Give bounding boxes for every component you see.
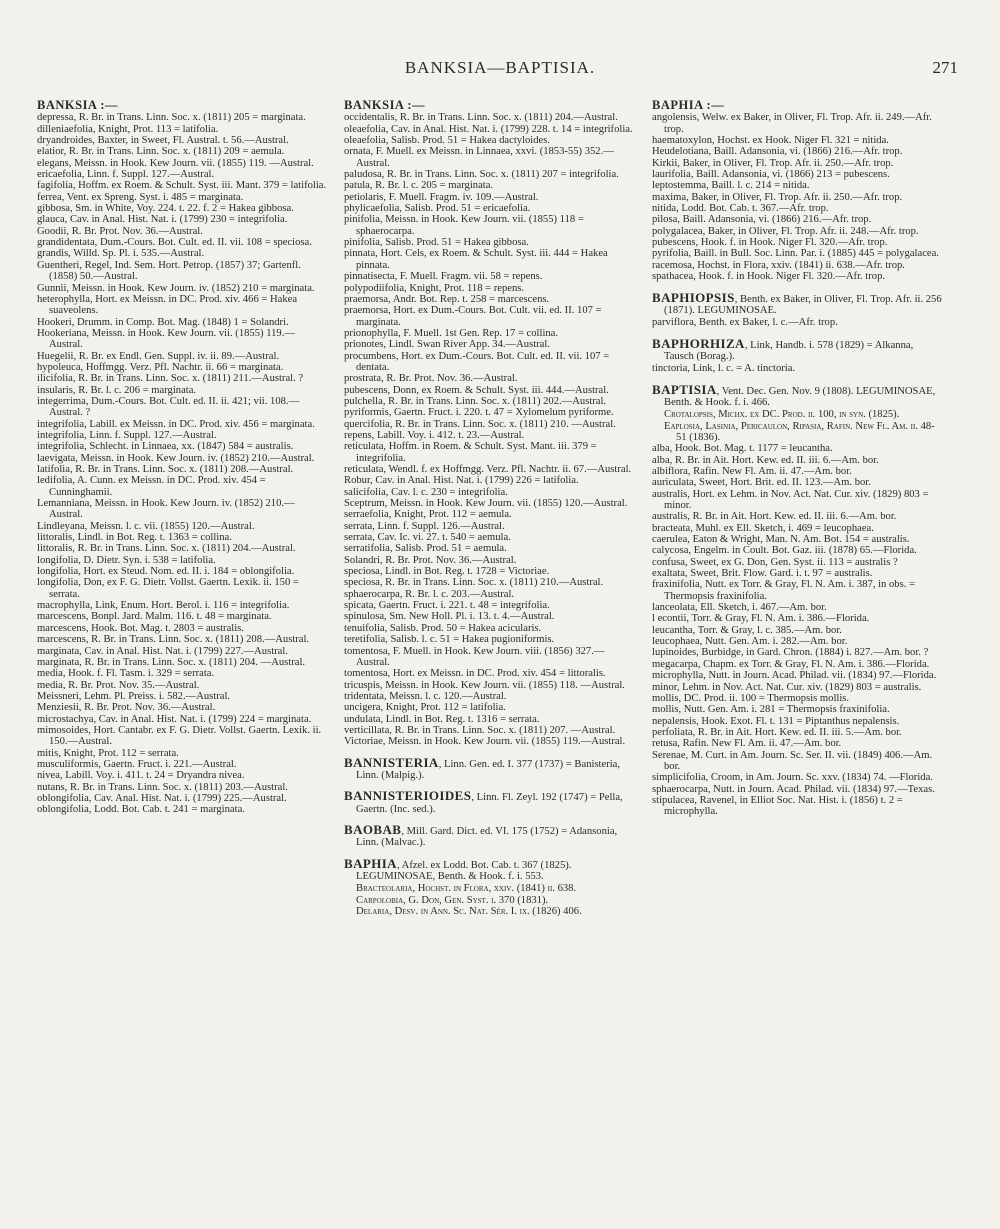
synonym-entry: Bracteolaria, Hochst. in Flora, xxiv. (1841) ii. 638.: [356, 883, 577, 895]
species-entry: longifolia, Don, ex F. G. Dietr. Vollst. Gaertn. Lexik. ii. 150 = serrata.: [37, 577, 299, 600]
species-entry: australis, Hort. ex Lehm. in Nov. Act. Nat. Cur. xiv. (1829) 803 = minor.: [652, 488, 929, 511]
species-entry: leptostemma, Baill. l. c. 214 = nitida.: [652, 180, 810, 192]
species-entry: littoralis, Lindl. in Bot. Reg. t. 1363 = collina.: [37, 532, 232, 544]
species-entry: lupinoides, Burbidge, in Gard. Chron. (1884) i. 827.—Am. bor. ?: [652, 647, 929, 659]
species-entry: Guentheri, Regel, Ind. Sem. Hort. Petrop. (1857) 37; Gartenfl. (1858) 50.—Austral.: [37, 259, 301, 283]
species-entry: integrifolia, Schlecht. in Linnaea, xx. (1847) 584 = australis.: [37, 441, 294, 453]
genus-entry: [652, 289, 942, 317]
species-entry: parviflora, Benth. ex Baker, l. c.—Afr. trop.: [652, 317, 838, 329]
species-entry: spicata, Gaertn. Fruct. i. 221. t. 48 = integrifolia.: [344, 600, 550, 612]
species-entry: pinifolia, Meissn. in Hook. Kew Journ. vii. (1855) 118 = sphaerocarpa.: [344, 214, 584, 237]
species-entry: calycosa, Engelm. in Coult. Bot. Gaz. iii. (1878) 65.—Florida.: [652, 545, 917, 557]
genus-name: BAPHIA: [344, 855, 397, 871]
genus-citation: , Benth. ex Baker, in Oliver, Fl. Trop. Afr. ii. 256 (1871). LEGUMINOSAE.: [664, 293, 942, 316]
column-heading: BANKSIA :—: [37, 98, 119, 112]
species-entry: australis, R. Br. in Ait. Hort. Kew. ed. II. iii. 6.—Am. bor.: [652, 511, 897, 523]
species-entry: repens, Labill. Voy. i. 412. t. 23.—Austral.: [344, 429, 525, 441]
species-entry: teretifolia, Salisb. l. c. 51 = Hakea pugioniformis.: [344, 634, 555, 646]
synonym-entry: Crotalopsis, Michx. ex DC. Prod. ii. 100, in syn. (1825).: [664, 409, 900, 421]
species-entry: patula, R. Br. l. c. 205 = marginata.: [344, 180, 494, 192]
species-entry: oblongifolia, Cav. Anal. Hist. Nat. i. (1799) 225.—Austral.: [37, 792, 287, 804]
genus-citation: , Linn. Fl. Zeyl. 192 (1747) = Pella, Gaertn. (Inc. sed.).: [356, 792, 623, 815]
species-entry: sphaerocarpa, R. Br. l. c. 203.—Austral.: [344, 588, 515, 600]
species-entry: auriculata, Sweet, Hort. Brit. ed. II. 123.—Am. bor.: [652, 477, 871, 489]
species-entry: tridentata, Meissn. l. c. 120.—Austral.: [344, 690, 507, 702]
species-entry: media, Hook. f. Fl. Tasm. i. 329 = serrata.: [37, 668, 215, 680]
species-entry: Gunnii, Meissn. in Hook. Kew Journ. iv. (1852) 210 = marginata.: [37, 282, 315, 294]
genus-entry: [344, 790, 634, 815]
species-entry: marcescens, Hook. Bot. Mag. t. 2803 = australis.: [37, 622, 244, 634]
species-entry: Heudelotiana, Baill. Adansonia, vi. (1866) 216.—Afr. trop.: [652, 146, 903, 158]
species-entry: prionotes, Lindl. Swan River App. 34.—Austral.: [344, 339, 550, 351]
running-title: BANKSIA—BAPTISIA.: [404, 58, 596, 77]
species-entry: oleaefolia, Salisb. Prod. 51 = Hakea dactyloides.: [344, 135, 551, 147]
species-entry: tinctoria, Link, l. c. = A. tinctoria.: [652, 363, 796, 375]
species-entry: pinifolia, Salisb. Prod. 51 = Hakea gibbosa.: [344, 237, 529, 249]
species-entry: mimosoides, Hort. Cantabr. ex F. G. Dietr. Vollst. Gaertn. Lexik. ii. 150.—Austral.: [37, 724, 322, 748]
column-heading: BAPHIA :—: [652, 98, 725, 112]
species-entry: hypoleuca, Hoffmgg. Verz. Pfl. Nachtr. ii. 66 = marginata.: [37, 361, 284, 373]
genus-entry: [344, 855, 634, 883]
species-entry: laurifolia, Baill. Adansonia, vi. (1866) 213 = pubescens.: [652, 169, 890, 181]
species-entry: leucantha, Torr. & Gray, l. c. 385.—Am. bor.: [652, 624, 842, 636]
species-entry: tricuspis, Meissn. in Hook. Kew Journ. vii. (1855) 118. —Austral.: [344, 679, 625, 691]
species-entry: ilicifolia, R. Br. in Trans. Linn. Soc. x. (1811) 211.—Austral. ?: [37, 373, 304, 385]
species-entry: prostrata, R. Br. Prot. Nov. 36.—Austral.: [344, 373, 518, 385]
species-entry: spinulosa, Sm. New Holl. Pl. i. 13. t. 4.—Austral.: [344, 611, 555, 623]
species-entry: phylicaefolia, Salisb. Prod. 51 = ericaefolia.: [344, 203, 531, 215]
species-entry: grandidentata, Dum.-Cours. Bot. Cult. ed. II. vii. 108 = speciosa.: [37, 237, 312, 249]
species-entry: pubescens, Hook. f. in Hook. Niger Fl. 320.—Afr. trop.: [652, 237, 888, 249]
species-entry: macrophylla, Link, Enum. Hort. Berol. i. 116 = integrifolia.: [37, 600, 290, 612]
genus-citation: , Link, Handb. i. 578 (1829) = Alkanna, Tausch (Borag.).: [664, 339, 914, 362]
page-number: 271: [932, 58, 958, 77]
species-entry: integerrima, Dum.-Cours. Bot. Cult. ed. II. ii. 421; vii. 108.—Austral. ?: [37, 395, 300, 419]
species-entry: undulata, Lindl. in Bot. Reg. t. 1316 = serrata.: [344, 713, 540, 725]
species-entry: longifolia, Hort. ex Steud. Nom. ed. II. i. 184 = oblongifolia.: [37, 566, 295, 578]
species-entry: Hookeriana, Meissn. in Hook. Kew Journ. vii. (1855) 119.—Austral.: [37, 327, 295, 351]
species-entry: Robur, Cav. in Anal. Hist. Nat. i. (1799) 226 = latifolia.: [344, 475, 579, 487]
species-entry: marcescens, Bonpl. Jard. Malm. 116. t. 48 = marginata.: [37, 611, 272, 623]
species-entry: microstachya, Cav. in Anal. Hist. Nat. i. (1799) 224 = marginata.: [37, 713, 312, 725]
species-entry: dilleniaefolia, Knight, Prot. 113 = latifolia.: [37, 123, 219, 135]
species-entry: Kirkii, Baker, in Oliver, Fl. Trop. Afr. ii. 250.—Afr. trop.: [652, 157, 894, 169]
species-entry: serraefolia, Knight, Prot. 112 = aemula.: [344, 509, 512, 521]
index-column-3: [652, 100, 942, 818]
species-entry: pulchella, R. Br. in Trans. Linn. Soc. x. (1811) 202.—Austral.: [344, 395, 607, 407]
species-entry: grandis, Willd. Sp. Pl. i. 535.—Austral.: [37, 248, 205, 260]
genus-entry: [344, 754, 634, 782]
species-entry: maxima, Baker, in Oliver, Fl. Trop. Afr. ii. 250.—Afr. trop.: [652, 191, 903, 203]
species-entry: nitida, Lodd. Bot. Cab. t. 367.—Afr. trop.: [652, 203, 829, 215]
column-heading: BANKSIA :—: [344, 98, 426, 112]
species-entry: ericaefolia, Linn. f. Suppl. 127.—Austral.: [37, 169, 215, 181]
species-entry: marginata, Cav. in Anal. Hist. Nat. i. (1799) 227.—Austral.: [37, 645, 288, 657]
synonym-entry: Delaria, Desv. in Ann. Sc. Nat. Sér. I. ix. (1826) 406.: [356, 906, 582, 918]
species-entry: uncigera, Knight, Prot. 112 = latifolia.: [344, 702, 506, 714]
species-entry: mollis, DC. Prod. ii. 100 = Thermopsis mollis.: [652, 692, 850, 704]
species-entry: speciosa, R. Br. in Trans. Linn. Soc. x. (1811) 210.—Austral.: [344, 577, 604, 589]
species-entry: Serenae, M. Curt. in Am. Journ. Sc. Ser. II. vii. (1849) 406.—Am. bor.: [652, 749, 933, 772]
species-entry: latifolia, R. Br. in Trans. Linn. Soc. x. (1811) 208.—Austral.: [37, 464, 294, 475]
synonym-entry: Eaplosia, Lasinia, Pericaulon, Ripasia, Rafin. New Fl. Am. ii. 48-51 (1836).: [664, 420, 935, 443]
species-entry: pyriformis, Gaertn. Fruct. i. 220. t. 47 = Xylomelum pyriforme.: [344, 407, 614, 419]
species-entry: pinnatisecta, F. Muell. Fragm. vii. 58 = repens.: [344, 271, 543, 283]
genus-citation: , Mill. Gard. Dict. ed. VI. 175 (1752) = Adansonia, Linn. (Malvac.).: [356, 825, 618, 849]
species-entry: mollis, Nutt. Gen. Am. i. 281 = Thermopsis fraxinifolia.: [652, 704, 890, 716]
species-entry: haematoxylon, Hochst. ex Hook. Niger Fl. 321 = nitida.: [652, 135, 889, 147]
species-entry: marginata, R. Br. in Trans. Linn. Soc. x. (1811) 204. —Austral.: [37, 656, 306, 668]
species-entry: mitis, Knight, Prot. 112 = serrata.: [37, 747, 179, 759]
species-entry: racemosa, Hochst. in Flora, xxiv. (1841) ii. 638.—Afr. trop.: [652, 259, 905, 271]
species-entry: oblongifolia, Lodd. Bot. Cab. t. 241 = marginata.: [37, 804, 245, 816]
genus-entry: [344, 821, 634, 849]
species-entry: elatior, R. Br. in Trans. Linn. Soc. x. (1811) 209 = aemula.: [37, 146, 285, 158]
species-entry: confusa, Sweet, ex G. Don, Gen. Syst. ii. 113 = australis ?: [652, 556, 898, 568]
species-entry: pubescens, Donn, ex Roem. & Schult. Syst. iii. 444.—Austral.: [344, 384, 609, 396]
species-entry: musculiformis, Gaertn. Fruct. i. 221.—Austral.: [37, 758, 237, 770]
species-entry: praemorsa, Andr. Bot. Rep. t. 258 = marcescens.: [344, 293, 550, 305]
species-entry: nivea, Labill. Voy. i. 411. t. 24 = Dryandra nivea.: [37, 770, 245, 782]
species-entry: polypodiifolia, Knight, Prot. 118 = repens.: [344, 282, 525, 294]
species-entry: insularis, R. Br. l. c. 206 = marginata.: [37, 384, 197, 396]
species-entry: speciosa, Lindl. in Bot. Reg. t. 1728 = Victoriae.: [344, 566, 550, 578]
species-entry: heterophylla, Hort. ex Meissn. in DC. Prod. xiv. 466 = Hakea suaveolens.: [37, 293, 298, 317]
species-entry: Solandri, R. Br. Prot. Nov. 36.—Austral.: [344, 554, 517, 566]
species-entry: Victoriae, Meissn. in Hook. Kew Journ. vii. (1855) 119.—Austral.: [344, 736, 626, 748]
species-entry: tenuifolia, Salisb. Prod. 50 = Hakea acicularis.: [344, 622, 542, 634]
species-entry: pilosa, Baill. Adansonia, vi. (1866) 216.—Afr. trop.: [652, 214, 872, 226]
genus-name: BANNISTERIOIDES: [344, 788, 472, 804]
species-entry: leucophaea, Nutt. Gen. Am. i. 282.—Am. bor.: [652, 636, 848, 648]
species-entry: gibbosa, Sm. in White, Voy. 224. t. 22. f. 2 = Hakea gibbosa.: [37, 203, 294, 215]
species-entry: minor, Lehm. in Nov. Act. Nat. Cur. xiv. (1829) 803 = australis.: [652, 681, 922, 693]
species-entry: Lindleyana, Meissn. l. c. vii. (1855) 120.—Austral.: [37, 520, 255, 532]
species-entry: tomentosa, Hort. ex Meissn. in DC. Prod. xiv. 454 = littoralis.: [344, 668, 606, 680]
species-entry: procumbens, Hort. ex Dum.-Cours. Bot. Cult. ed. II. vii. 107 = dentata.: [344, 350, 610, 373]
species-entry: praemorsa, Hort. ex Dum.-Cours. Bot. Cult. vii. ed. II. 107 = marginata.: [344, 305, 602, 328]
species-entry: perfoliata, R. Br. in Ait. Hort. Kew. ed. II. iii. 5.—Am. bor.: [652, 726, 902, 738]
species-entry: serrata, Cav. Ic. vi. 27. t. 540 = aemula.: [344, 532, 511, 544]
species-entry: pinnata, Hort. Cels, ex Roem. & Schult. Syst. iii. 444 = Hakea pinnata.: [344, 248, 608, 271]
species-entry: simplicifolia, Croom, in Am. Journ. Sc. xxv. (1834) 74. —Florida.: [652, 772, 933, 784]
species-entry: littoralis, R. Br. in Trans. Linn. Soc. x. (1811) 204.—Austral.: [37, 543, 296, 555]
index-column-1: [37, 100, 327, 816]
species-entry: bracteata, Muhl. ex Ell. Sketch, i. 469 = leucophaea.: [652, 522, 874, 534]
species-entry: tomentosa, F. Muell. in Hook. Kew Journ. viii. (1856) 327.—Austral.: [344, 645, 605, 668]
genus-citation: , Afzel. ex Lodd. Bot. Cab. t. 367 (1825). LEGUMINOSAE, Benth. & Hook. f. i. 553.: [356, 859, 572, 882]
species-entry: Huegelii, R. Br. ex Endl. Gen. Suppl. iv. ii. 89.—Austral.: [37, 350, 280, 362]
species-entry: exaltata, Sweet, Brit. Flow. Gard. i. t. 97 = australis.: [652, 568, 873, 580]
species-entry: paludosa, R. Br. in Trans. Linn. Soc. x. (1811) 207 = integrifolia.: [344, 169, 619, 181]
species-entry: marcescens, R. Br. in Trans. Linn. Soc. x. (1811) 208.—Austral.: [37, 634, 310, 646]
species-entry: oleaefolia, Cav. in Anal. Hist. Nat. i. (1799) 228. t. 14 = integrifolia.: [344, 123, 633, 135]
species-entry: polygalacea, Baker, in Oliver, Fl. Trop. Afr. ii. 248.—Afr. trop.: [652, 225, 919, 237]
species-entry: petiolaris, F. Muell. Fragm. iv. 109.—Austral.: [344, 191, 539, 203]
species-entry: depressa, R. Br. in Trans. Linn. Soc. x. (1811) 205 = marginata.: [37, 112, 306, 124]
species-entry: microphylla, Nutt. in Journ. Acad. Philad. vii. (1834) 97.—Florida.: [652, 670, 937, 682]
species-entry: integrifolia, Linn. f. Suppl. 127.—Austral.: [37, 429, 217, 441]
species-entry: caerulea, Eaton & Wright, Man. N. Am. Bot. 154 = australis.: [652, 534, 910, 546]
species-entry: alba, R. Br. in Ait. Hort. Kew. ed. II. iii. 6.—Am. bor.: [652, 454, 879, 466]
genus-entry: [652, 335, 942, 363]
species-entry: reticulata, Hoffm. in Roem. & Schult. Syst. Mant. iii. 379 = integrifolia.: [344, 441, 597, 464]
species-entry: nutans, R. Br. in Trans. Linn. Soc. x. (1811) 203.—Austral.: [37, 781, 288, 793]
species-entry: retusa, Rafin. New Fl. Am. ii. 47.—Am. bor.: [652, 738, 842, 750]
species-entry: verticillata, R. Br. in Trans. Linn. Soc. x. (1811) 207. —Austral.: [344, 724, 616, 736]
species-entry: dryandroides, Baxter, in Sweet, Fl. Austral. t. 56.—Austral.: [37, 135, 289, 147]
species-entry: ledifolia, A. Cunn. ex Meissn. in DC. Prod. xiv. 454 = Cunninghamii.: [37, 475, 266, 498]
species-entry: stipulacea, Ravenel, in Elliot Soc. Nat. Hist. i. (1856) t. 2 = microphylla.: [652, 794, 903, 818]
synonym-entry: Carpolobia, G. Don, Gen. Syst. i. 370 (1831).: [356, 894, 549, 906]
genus-name: BAPHORHIZA: [652, 335, 745, 351]
species-entry: Menziesii, R. Br. Prot. Nov. 36.—Austral.: [37, 702, 216, 714]
species-entry: glauca, Cav. in Anal. Hist. Nat. i. (1799) 230 = integrifolia.: [37, 214, 288, 226]
species-entry: alba, Hook. Bot. Mag. t. 1177 = leucantha.: [652, 443, 833, 455]
genus-name: BAOBAB: [344, 821, 402, 837]
genus-citation: , Linn. Gen. ed. I. 377 (1737) = Banisteria, Linn. (Malpig.).: [356, 758, 621, 781]
species-entry: Lemanniana, Meissn. in Hook. Kew Journ. iv. (1852) 210.—Austral.: [37, 498, 295, 521]
species-entry: reticulata, Wendl. f. ex Hoffmgg. Verz. Pfl. Nachtr. ii. 67.—Austral.: [344, 464, 632, 475]
species-entry: Sceptrum, Meissn. in Hook. Kew Journ. vii. (1855) 120.—Austral.: [344, 498, 628, 510]
species-entry: albiflora, Rafin. New Fl. Am. ii. 47.—Am. bor.: [652, 465, 852, 477]
species-entry: Meissneri, Lehm. Pl. Preiss. i. 582.—Austral.: [37, 690, 231, 702]
genus-entry: [652, 381, 942, 409]
species-entry: occidentalis, R. Br. in Trans. Linn. Soc. x. (1811) 204.—Austral.: [344, 112, 618, 124]
species-entry: laevigata, Meissn. in Hook. Kew Journ. iv. (1852) 210.—Austral.: [37, 452, 315, 464]
species-entry: serratifolia, Salisb. Prod. 51 = aemula.: [344, 543, 507, 555]
species-entry: quercifolia, R. Br. in Trans. Linn. Soc. x. (1811) 210. —Austral.: [344, 418, 616, 430]
species-entry: elegans, Meissn. in Hook. Kew Journ. vii. (1855) 119. —Austral.: [37, 157, 314, 169]
species-entry: l econtii, Torr. & Gray, Fl. N. Am. i. 386.—Florida.: [652, 613, 870, 625]
species-entry: serrata, Linn. f. Suppl. 126.—Austral.: [344, 520, 505, 532]
species-entry: megacarpa, Chapm. ex Torr. & Gray, Fl. N. Am. i. 386.—Florida.: [652, 658, 930, 670]
species-entry: angolensis, Welw. ex Baker, in Oliver, Fl. Trop. Afr. ii. 249.—Afr. trop.: [652, 112, 932, 135]
species-entry: fagifolia, Hoffm. ex Roem. & Schult. Syst. iii. Mant. 379 = latifolia.: [37, 180, 327, 192]
genus-name: BAPHIOPSIS: [652, 289, 735, 305]
species-entry: fraxinifolia, Nutt. ex Torr. & Gray, Fl. N. Am. i. 387, in obs. = Thermopsis fraxinifolia.: [652, 579, 915, 602]
species-entry: media, R. Br. Prot. Nov. 35.—Austral.: [37, 679, 200, 691]
species-entry: integrifolia, Labill. ex Meissn. in DC. Prod. xiv. 456 = marginata.: [37, 418, 315, 430]
species-entry: Goodii, R. Br. Prot. Nov. 36.—Austral.: [37, 225, 203, 237]
species-entry: Hookeri, Drumm. in Comp. Bot. Mag. (1848) 1 = Solandri.: [37, 316, 289, 328]
species-entry: spathacea, Hook. f. in Hook. Niger Fl. 320.—Afr. trop.: [652, 271, 886, 283]
genus-name: BAPTISIA: [652, 381, 717, 397]
species-entry: lanceolata, Ell. Sketch, i. 467.—Am. bor.: [652, 602, 827, 614]
species-entry: ornata, F. Muell. ex Meissn. in Linnaea, xxvi. (1853-55) 352.—Austral.: [344, 146, 614, 169]
index-column-2: [344, 100, 634, 917]
species-entry: prionophylla, F. Muell. 1st Gen. Rep. 17 = collina.: [344, 327, 559, 339]
species-entry: ferrea, Vent. ex Spreng. Syst. i. 485 = marginata.: [37, 191, 244, 203]
species-entry: salicifolia, Cav. l. c. 230 = integrifolia.: [344, 486, 508, 498]
species-entry: sphaerocarpa, Nutt. in Journ. Acad. Philad. vii. (1834) 97.—Texas.: [652, 783, 935, 795]
species-entry: pyrifolia, Baill. in Bull. Soc. Linn. Par. i. (1885) 445 = polygalacea.: [652, 248, 939, 260]
species-entry: nepalensis, Hook. Exot. Fl. t. 131 = Piptanthus nepalensis.: [652, 715, 900, 727]
species-entry: longifolia, D. Dietr. Syn. i. 538 = latifolia.: [37, 554, 216, 566]
genus-name: BANNISTERIA: [344, 754, 439, 770]
genus-citation: , Vent. Dec. Gen. Nov. 9 (1808). LEGUMINOSAE, Benth. & Hook. f. i. 466.: [664, 385, 936, 408]
